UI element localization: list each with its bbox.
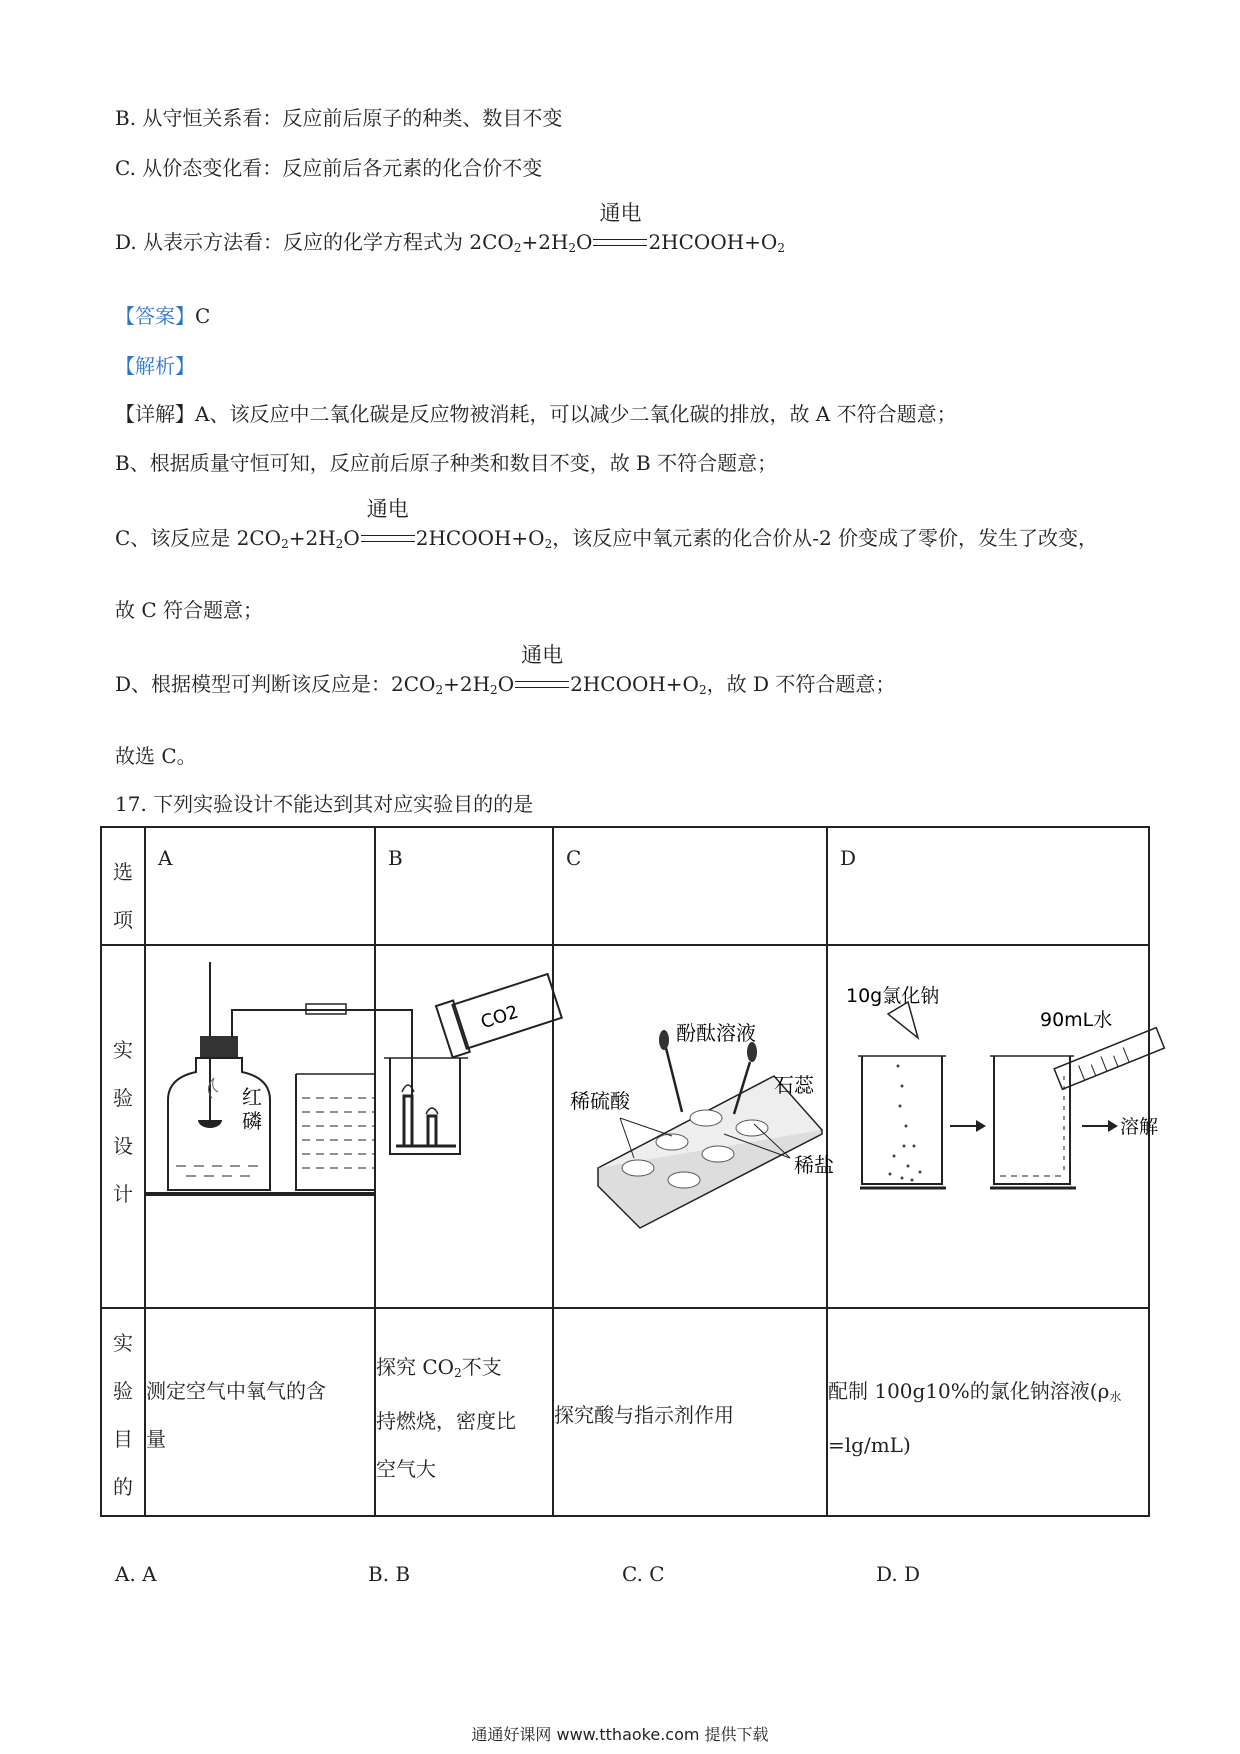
choice-a[interactable]: A. A [115,1562,157,1586]
water-label: 90mL水 [1040,1009,1113,1031]
option-b: B. 从守恒关系看：反应前后原子的种类、数目不变 [115,106,563,130]
purpose-c: 探究酸与指示剂作用 [553,1308,827,1516]
detail-d: D、根据模型可判断该反应是：$2CO_2+2H_2O$ 通电 $2HCOOH+O_2$，故 D 不符合题意； [115,643,896,697]
red-phosphorus-label-1: 红 [242,1085,262,1109]
dilute-hydrochloric-label: 稀盐 [794,1153,834,1177]
phenolphthalein-label: 酚酞溶液 [676,1021,756,1045]
co2-label: CO2 [478,1001,522,1034]
figure-c [553,945,834,1308]
choice-c[interactable]: C. C [622,1562,665,1586]
reaction-arrow: 通电 [515,670,569,698]
option-d: D. 从表示方法看：反应的化学方程式为 $2CO_2+2H_2O$ 通电 $2HCOOH+O_2$ [115,201,785,255]
figure-a [145,945,375,1308]
dilute-sulfuric-acid-label: 稀硫酸 [570,1089,630,1113]
detail-b: B、根据质量守恒可知，反应前后原子种类和数目不变，故 B 不符合题意； [115,451,778,475]
choice-d[interactable]: D. D [876,1562,921,1586]
reaction-arrow: 通电 [361,524,415,552]
detail-c-cont: 故 C 符合题意； [115,598,264,622]
nacl-label: 10g氯化钠 [846,985,940,1007]
col-header-a: A [158,846,173,870]
choice-b[interactable]: B. B [368,1562,411,1586]
figure-b [375,945,553,1308]
experiment-table [100,826,1159,1517]
dissolve-label: 溶解 [1120,1116,1159,1138]
red-phosphorus-label-2: 磷 [242,1109,262,1133]
option-c: C. 从价态变化看：反应前后各元素的化合价不变 [115,156,543,180]
detail-a: 【详解】A、该反应中二氧化碳是反应物被消耗，可以减少二氧化碳的排放，故 A 不符合题意； [115,402,957,426]
purpose-a: 测定空气中氧气的含 量 [145,1308,375,1516]
figure-d [827,945,1159,1308]
row-label-option: 选 项 [101,827,145,945]
question-stem: 17. 下列实验设计不能达到其对应实验目的的是 [115,792,534,816]
purpose-d: 配制 100g10%的氯化钠溶液($\rho_水$ =lg/mL) [827,1308,1149,1516]
analysis-label: 【解析】 [115,354,195,378]
detail-c: C、该反应是 $2CO_2+2H_2O$ 通电 $2HCOOH+O_2$，该反应中氧元素的化合价从-2 价变成了零价，发生了改变， [115,497,1099,551]
col-header-b: B [388,846,403,870]
reaction-arrow: 通电 [593,228,647,256]
litmus-label: 石蕊 [774,1073,814,1097]
row-label-purpose: 实 验 目 的 [101,1308,145,1516]
col-header-c: C [566,846,582,870]
row-label-design: 实 验 设 计 [101,945,145,1308]
conclusion: 故选 C。 [115,744,197,768]
col-header-d: D [840,846,857,870]
footer: 通通好课网 www.tthaoke.com 提供下载 [471,1725,769,1744]
purpose-b: 探究 $CO_2$不支 持燃烧，密度比 空气大 [375,1308,553,1516]
answer: 【答案】C [115,304,211,328]
